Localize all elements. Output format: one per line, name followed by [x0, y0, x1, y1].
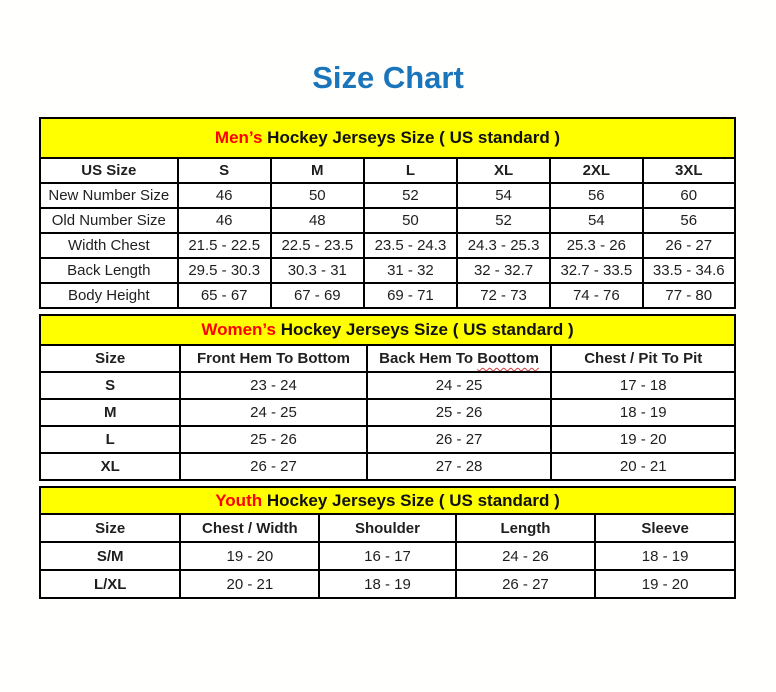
- banner-highlight: Women’s: [201, 320, 276, 339]
- size-value-cell: 16 - 17: [319, 542, 455, 570]
- table-banner: [39, 314, 736, 344]
- size-tables-container: [39, 117, 736, 599]
- row-label: Old Number Size: [40, 208, 178, 233]
- mens-size-table-section: [39, 117, 736, 309]
- size-value-cell: 46: [178, 183, 271, 208]
- size-value-cell: 77 - 80: [643, 283, 735, 308]
- youth-size-table-section: [39, 486, 736, 599]
- row-label: Body Height: [40, 283, 178, 308]
- size-value-cell: 31 - 32: [364, 258, 457, 283]
- row-label: L/XL: [40, 570, 180, 598]
- size-value-cell: 27 - 28: [367, 453, 552, 480]
- column-header: [367, 345, 552, 372]
- table-row: [40, 453, 735, 480]
- column-header: S: [178, 158, 271, 183]
- column-header: Chest / Pit To Pit: [551, 345, 735, 372]
- size-value-cell: 32 - 32.7: [457, 258, 550, 283]
- column-header: Chest / Width: [180, 514, 319, 542]
- header-row: [40, 514, 735, 542]
- size-value-cell: 21.5 - 22.5: [178, 233, 271, 258]
- table-row: [40, 183, 735, 208]
- size-value-cell: 48: [271, 208, 364, 233]
- size-value-cell: 17 - 18: [551, 372, 735, 399]
- table-row: [40, 208, 735, 233]
- size-table: [39, 157, 736, 309]
- table-row: [40, 258, 735, 283]
- banner-text: Hockey Jerseys Size ( US standard ): [262, 490, 560, 510]
- size-value-cell: 46: [178, 208, 271, 233]
- row-label: S: [40, 372, 180, 399]
- size-value-cell: 25 - 26: [367, 399, 552, 426]
- column-header: 3XL: [643, 158, 735, 183]
- size-value-cell: 19 - 20: [595, 570, 735, 598]
- misspelled-word: Boottom: [477, 350, 539, 367]
- banner-highlight: Men’s: [214, 128, 263, 147]
- size-value-cell: 52: [364, 183, 457, 208]
- table-row: [40, 283, 735, 308]
- size-value-cell: 72 - 73: [457, 283, 550, 308]
- header-row: [40, 345, 735, 372]
- size-value-cell: 26 - 27: [456, 570, 596, 598]
- header-row: [40, 158, 735, 183]
- column-header: Front Hem To Bottom: [180, 345, 366, 372]
- size-value-cell: 18 - 19: [551, 399, 735, 426]
- table-banner: [39, 486, 736, 513]
- table-row: [40, 570, 735, 598]
- size-value-cell: 65 - 67: [178, 283, 271, 308]
- column-header: L: [364, 158, 457, 183]
- size-value-cell: 69 - 71: [364, 283, 457, 308]
- size-value-cell: 23 - 24: [180, 372, 366, 399]
- size-value-cell: 22.5 - 23.5: [271, 233, 364, 258]
- size-value-cell: 24 - 25: [180, 399, 366, 426]
- size-value-cell: 26 - 27: [643, 233, 735, 258]
- size-value-cell: 56: [550, 183, 642, 208]
- size-table: [39, 344, 736, 481]
- size-value-cell: 30.3 - 31: [271, 258, 364, 283]
- size-value-cell: 24.3 - 25.3: [457, 233, 550, 258]
- size-value-cell: 18 - 19: [319, 570, 455, 598]
- size-value-cell: 24 - 25: [367, 372, 552, 399]
- column-header-text: Back Hem To: [379, 350, 478, 367]
- row-label: Width Chest: [40, 233, 178, 258]
- column-header: M: [271, 158, 364, 183]
- womens-size-table-section: [39, 314, 736, 481]
- banner-highlight: Youth: [215, 490, 263, 510]
- size-value-cell: 54: [457, 183, 550, 208]
- size-value-cell: 18 - 19: [595, 542, 735, 570]
- column-header: 2XL: [550, 158, 642, 183]
- table-banner: [39, 117, 736, 157]
- page-title: Size Chart: [312, 60, 464, 95]
- banner-text: Hockey Jerseys Size ( US standard ): [262, 128, 561, 147]
- size-value-cell: 20 - 21: [180, 570, 319, 598]
- table-row: [40, 399, 735, 426]
- size-table: [39, 513, 736, 599]
- size-value-cell: 24 - 26: [456, 542, 596, 570]
- size-value-cell: 26 - 27: [367, 426, 552, 453]
- table-row: [40, 542, 735, 570]
- size-value-cell: 29.5 - 30.3: [178, 258, 271, 283]
- size-value-cell: 33.5 - 34.6: [643, 258, 735, 283]
- banner-text: Hockey Jerseys Size ( US standard ): [275, 320, 574, 339]
- size-value-cell: 50: [364, 208, 457, 233]
- table-row: [40, 426, 735, 453]
- table-row: [40, 372, 735, 399]
- size-value-cell: 19 - 20: [551, 426, 735, 453]
- row-label: L: [40, 426, 180, 453]
- size-value-cell: 25.3 - 26: [550, 233, 642, 258]
- size-value-cell: 23.5 - 24.3: [364, 233, 457, 258]
- column-header: Length: [456, 514, 596, 542]
- column-header: XL: [457, 158, 550, 183]
- table-row: [40, 233, 735, 258]
- column-header: Shoulder: [319, 514, 455, 542]
- size-value-cell: 56: [643, 208, 735, 233]
- size-value-cell: 25 - 26: [180, 426, 366, 453]
- size-value-cell: 54: [550, 208, 642, 233]
- row-label: Back Length: [40, 258, 178, 283]
- size-value-cell: 50: [271, 183, 364, 208]
- row-label: M: [40, 399, 180, 426]
- column-header: US Size: [40, 158, 178, 183]
- column-header: Size: [40, 514, 180, 542]
- size-value-cell: 26 - 27: [180, 453, 366, 480]
- row-label: XL: [40, 453, 180, 480]
- column-header: Sleeve: [595, 514, 735, 542]
- size-value-cell: 19 - 20: [180, 542, 319, 570]
- size-value-cell: 67 - 69: [271, 283, 364, 308]
- size-value-cell: 32.7 - 33.5: [550, 258, 642, 283]
- row-label: New Number Size: [40, 183, 178, 208]
- row-label: S/M: [40, 542, 180, 570]
- column-header: Size: [40, 345, 180, 372]
- size-value-cell: 60: [643, 183, 735, 208]
- size-value-cell: 52: [457, 208, 550, 233]
- size-value-cell: 20 - 21: [551, 453, 735, 480]
- size-value-cell: 74 - 76: [550, 283, 642, 308]
